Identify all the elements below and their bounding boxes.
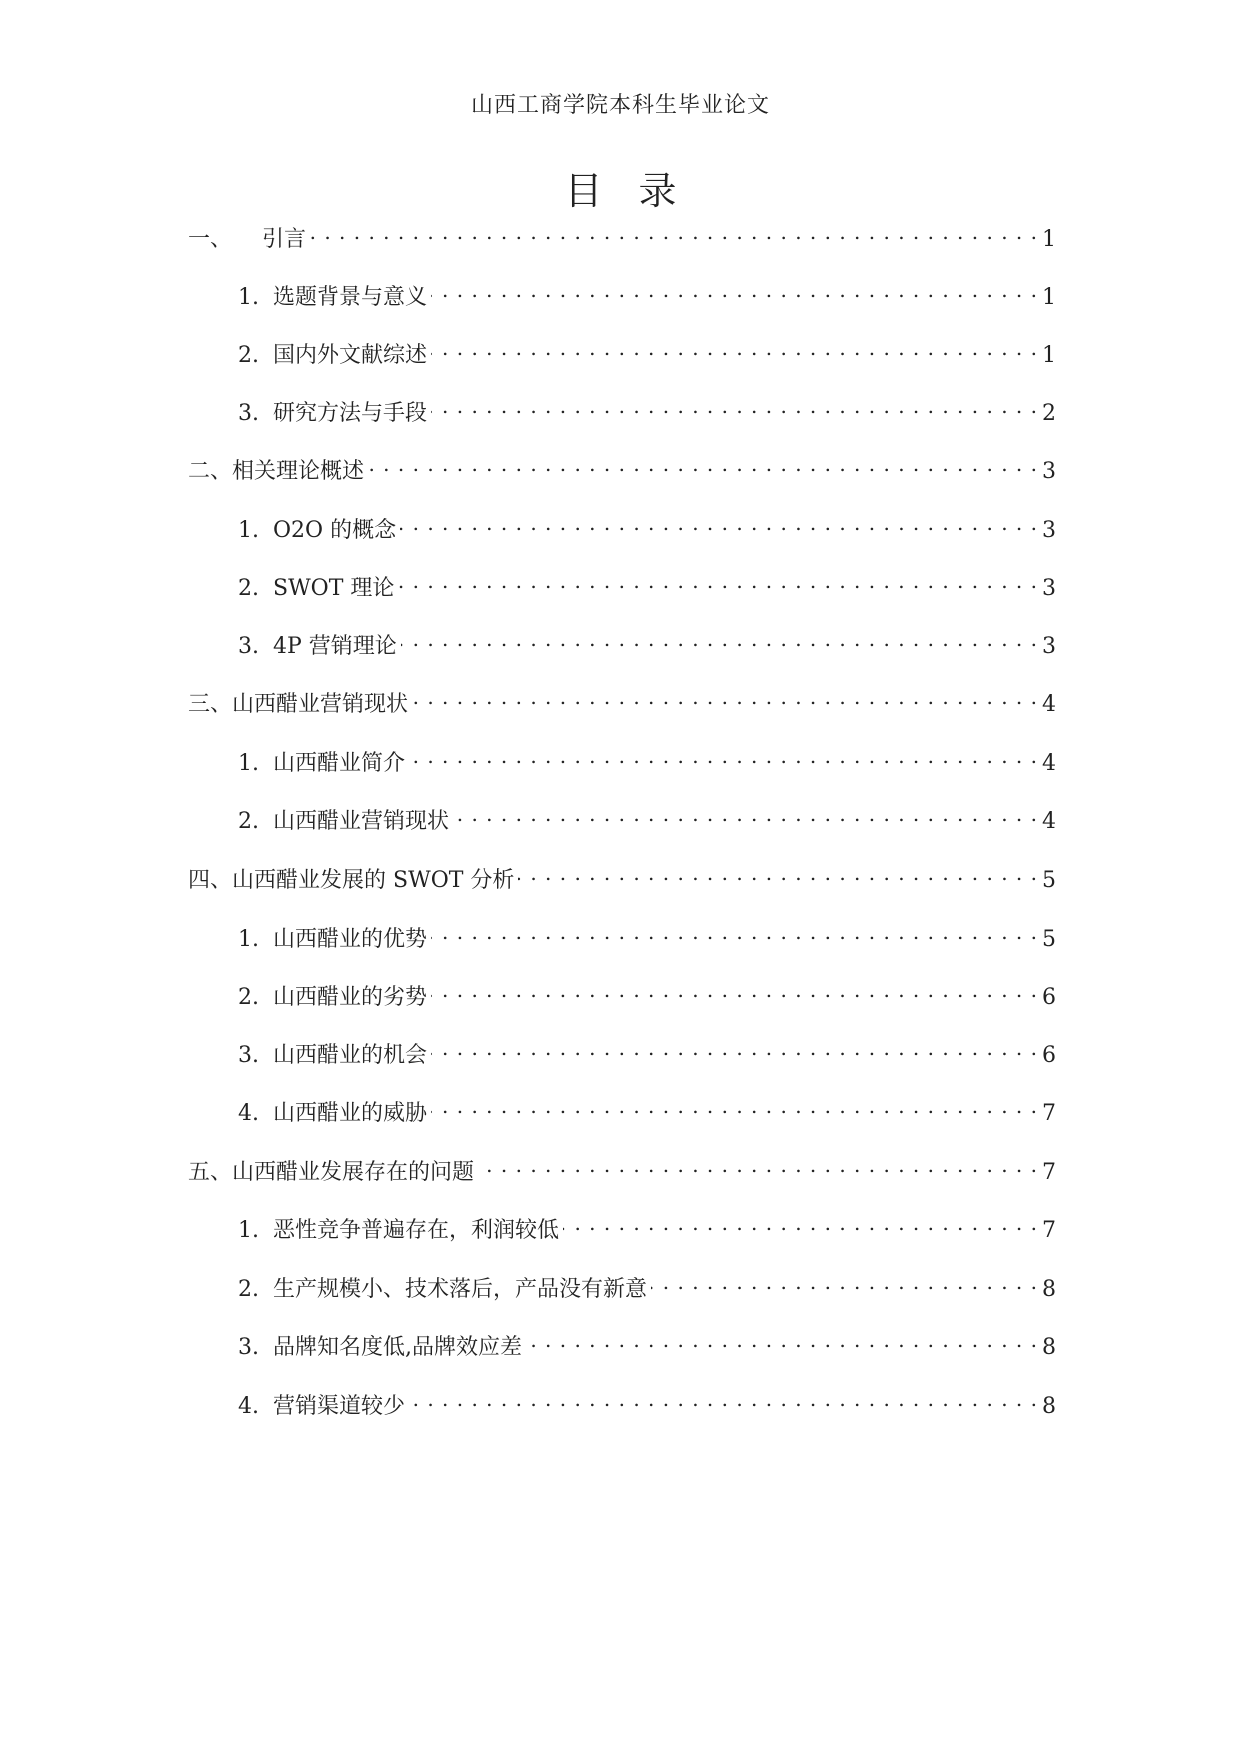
toc-entry-text: 研究方法与手段 xyxy=(273,401,428,426)
toc-entry-page: 5 xyxy=(1042,927,1056,952)
toc-entry-text: O2O 的概念 xyxy=(273,518,397,543)
toc-entry[interactable] xyxy=(238,511,1056,545)
toc-entry-text: SWOT 理论 xyxy=(273,576,395,601)
toc-dot-leader xyxy=(409,744,1038,770)
toc-entry-text: 国内外文献综述 xyxy=(273,343,428,368)
toc-entry-page: 7 xyxy=(1042,1160,1056,1185)
toc-entry-number: 二、 xyxy=(188,459,233,484)
toc-entry-text: 山西醋业的机会 xyxy=(273,1043,428,1068)
toc-entry-text: 山西醋业的劣势 xyxy=(273,985,428,1010)
toc-entry-number: 2. xyxy=(238,809,259,834)
toc-entry-page: 6 xyxy=(1042,985,1056,1010)
toc-dot-leader xyxy=(478,1153,1038,1179)
toc-dot-leader xyxy=(368,452,1038,478)
toc-entry-number: 1. xyxy=(238,927,259,952)
toc-entry-page: 1 xyxy=(1042,227,1056,252)
toc-dot-leader xyxy=(310,220,1038,246)
toc-entry-page: 3 xyxy=(1042,518,1056,543)
toc-entry-number: 1. xyxy=(238,518,259,543)
toc-entry-text: 山西醋业简介 xyxy=(273,751,406,776)
toc-entry[interactable] xyxy=(238,278,1056,312)
toc-entry[interactable] xyxy=(238,394,1056,428)
toc-entry-number: 五、 xyxy=(188,1160,233,1185)
toc-entry-number: 4. xyxy=(238,1101,259,1126)
toc-entry-text: 山西醋业营销现状 xyxy=(232,692,409,717)
toc-entry-number: 4. xyxy=(238,1394,259,1419)
toc-entry-page: 3 xyxy=(1042,634,1056,659)
toc-entry[interactable] xyxy=(188,685,1056,719)
toc-dot-leader xyxy=(431,920,1038,946)
toc-entry-number: 一、 xyxy=(188,227,233,252)
toc-entry-page: 8 xyxy=(1042,1335,1056,1360)
toc-entry[interactable] xyxy=(238,920,1056,954)
toc-entry-page: 7 xyxy=(1042,1101,1056,1126)
toc-dot-leader xyxy=(401,627,1038,653)
toc-entry-text: 山西醋业发展的 SWOT 分析 xyxy=(232,868,515,893)
toc-entry-page: 3 xyxy=(1042,576,1056,601)
toc-entry-text: 4P 营销理论 xyxy=(273,634,397,659)
toc-entry-page: 4 xyxy=(1042,751,1056,776)
toc-entry[interactable] xyxy=(238,744,1056,778)
toc-dot-leader xyxy=(651,1270,1038,1296)
toc-entry-number: 2. xyxy=(238,1277,259,1302)
toc-entry[interactable] xyxy=(238,978,1056,1012)
toc-entry-number: 3. xyxy=(238,401,259,426)
toc-entry-number: 2. xyxy=(238,576,259,601)
toc-dot-leader xyxy=(431,1036,1038,1062)
toc-entry-number: 四、 xyxy=(188,868,233,893)
toc-dot-leader xyxy=(412,685,1038,711)
toc-entry-page: 7 xyxy=(1042,1218,1056,1243)
toc-entry-page: 3 xyxy=(1042,459,1056,484)
toc-entry-text: 山西醋业发展存在的问题 xyxy=(232,1160,475,1185)
toc-entry-number: 1. xyxy=(238,751,259,776)
toc-entry[interactable] xyxy=(188,861,1056,895)
toc-entry-page: 4 xyxy=(1042,692,1056,717)
toc-dot-leader xyxy=(526,1328,1038,1354)
toc-entry[interactable] xyxy=(238,1270,1056,1304)
toc-entry-page: 8 xyxy=(1042,1394,1056,1419)
toc-entry[interactable] xyxy=(238,1094,1056,1128)
toc-entry-page: 4 xyxy=(1042,809,1056,834)
toc-entry-page: 6 xyxy=(1042,1043,1056,1068)
toc-entry-number: 三、 xyxy=(188,692,233,717)
toc-dot-leader xyxy=(400,511,1038,537)
toc-entry[interactable] xyxy=(238,1328,1056,1362)
toc-dot-leader xyxy=(398,569,1038,595)
toc-dot-leader xyxy=(431,394,1038,420)
toc-entry-page: 1 xyxy=(1042,285,1056,310)
toc-entry-text: 生产规模小、技术落后，产品没有新意 xyxy=(273,1277,648,1302)
toc-entry[interactable] xyxy=(238,569,1056,603)
toc-dot-leader xyxy=(409,1387,1038,1413)
toc-entry[interactable] xyxy=(238,1036,1056,1070)
toc-entry-text: 山西醋业营销现状 xyxy=(273,809,450,834)
toc-entry[interactable] xyxy=(238,1387,1056,1421)
toc-dot-leader xyxy=(563,1211,1038,1237)
toc-entry-number: 2. xyxy=(238,343,259,368)
toc-entry-number: 3. xyxy=(238,1043,259,1068)
toc-entry-page: 5 xyxy=(1042,868,1056,893)
toc-entry-text: 相关理论概述 xyxy=(232,459,365,484)
toc-entry-text: 选题背景与意义 xyxy=(273,285,428,310)
toc-entry-page: 1 xyxy=(1042,343,1056,368)
toc-entry-number: 3. xyxy=(238,634,259,659)
toc-entry-text: 山西醋业的优势 xyxy=(273,927,428,952)
toc-dot-leader xyxy=(431,278,1038,304)
toc-entry-text: 恶性竞争普遍存在，利润较低 xyxy=(273,1218,560,1243)
toc-entry[interactable] xyxy=(238,336,1056,370)
toc-entry-page: 2 xyxy=(1042,401,1056,426)
toc-entry-number: 2. xyxy=(238,985,259,1010)
toc-entry[interactable] xyxy=(188,1153,1056,1187)
running-header: 山西工商学院本科生毕业论文 xyxy=(470,93,770,118)
toc-dot-leader xyxy=(431,1094,1038,1120)
toc-entry[interactable] xyxy=(238,627,1056,661)
toc-dot-leader xyxy=(431,336,1038,362)
toc-entry[interactable] xyxy=(188,452,1056,486)
toc-entry-text: 山西醋业的威胁 xyxy=(273,1101,428,1126)
toc-entry[interactable] xyxy=(188,220,1056,254)
toc-entry-number: 1. xyxy=(238,285,259,310)
toc-title: 目录 xyxy=(564,169,713,213)
toc-entry-number: 1. xyxy=(238,1218,259,1243)
toc-entry-text: 品牌知名度低,品牌效应差 xyxy=(273,1335,522,1360)
toc-entry-text: 引言 xyxy=(262,227,307,252)
toc-entry[interactable] xyxy=(238,802,1056,836)
toc-entry-text: 营销渠道较少 xyxy=(273,1394,406,1419)
toc-dot-leader xyxy=(453,802,1038,828)
toc-dot-leader xyxy=(518,861,1038,887)
toc-entry[interactable] xyxy=(238,1211,1056,1245)
toc-entry-page: 8 xyxy=(1042,1277,1056,1302)
toc-entry-number: 3. xyxy=(238,1335,259,1360)
toc-dot-leader xyxy=(431,978,1038,1004)
